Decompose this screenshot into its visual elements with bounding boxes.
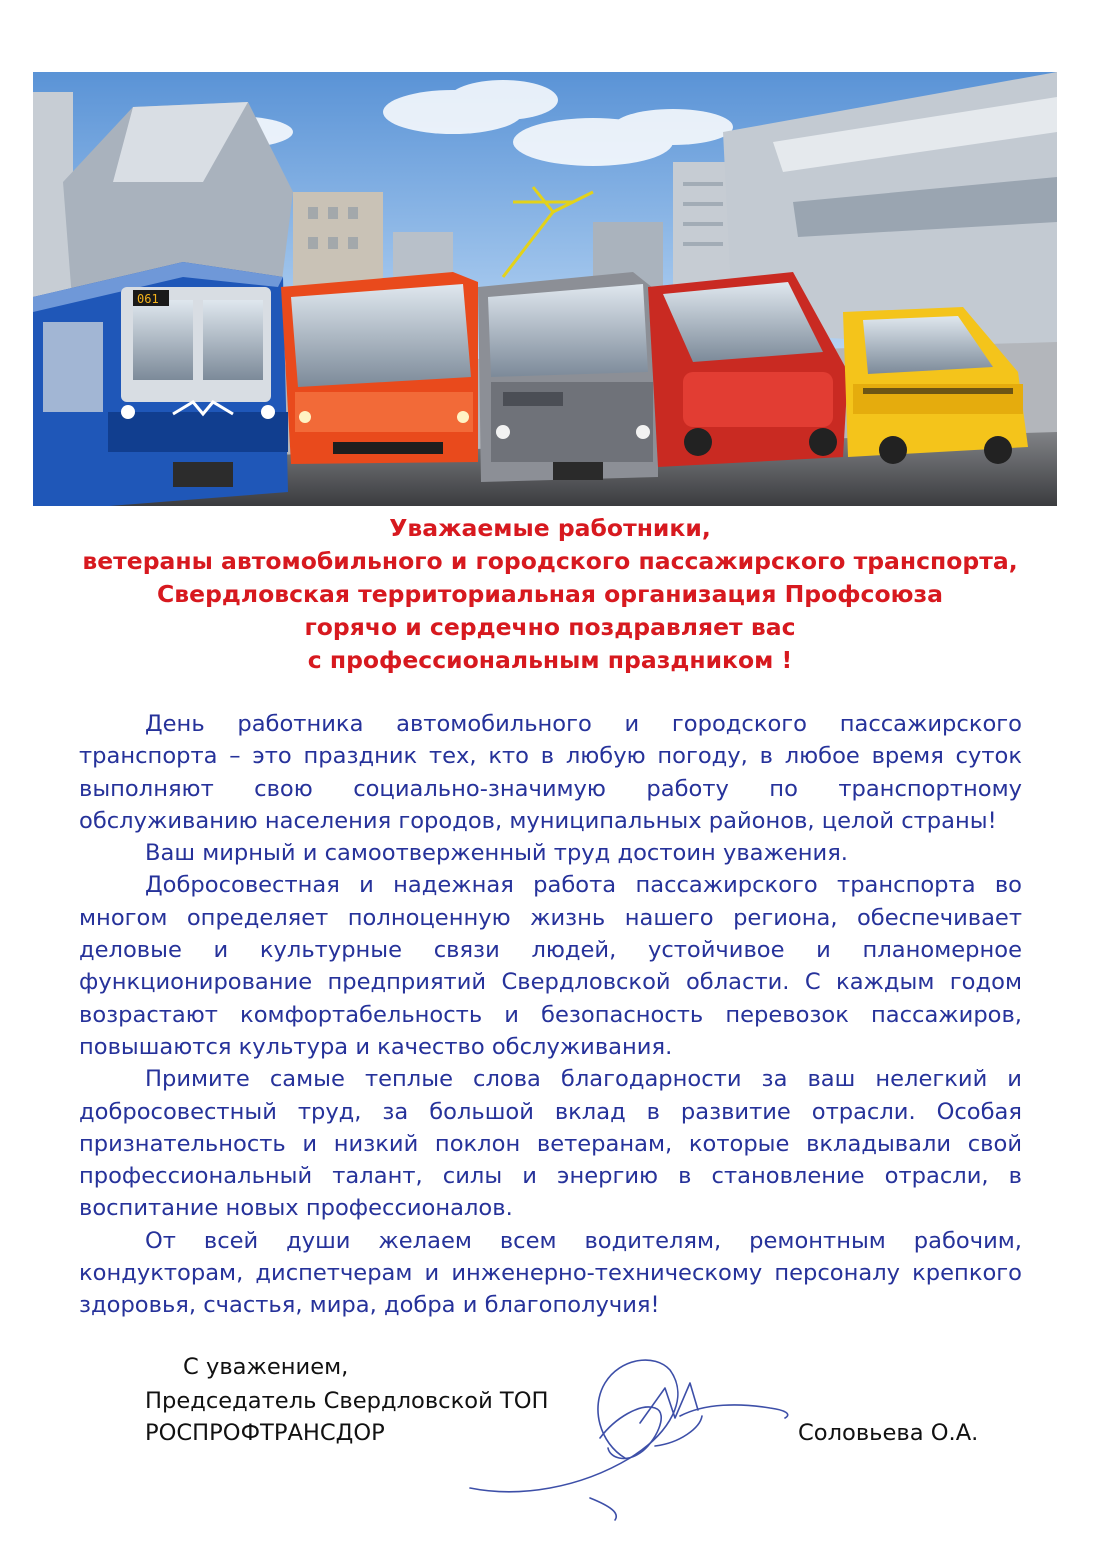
signer-name: Соловьева О.А. (798, 1420, 979, 1446)
letter-body (79, 708, 1022, 1322)
body-paragraph-4: Примите самые теплые слова благодарности за ваш нелегкий и добросовестный труд, за большой вклад в развитие отрасли. Особая признательность и низкий поклон ветеранам, которые вкладывали свой профессиональный талант, силы и энергию в становление отрасли, в воспитание новых профессионалов. (79, 1066, 1022, 1222)
body-paragraph-1: День работника автомобильного и городского пассажирского транспорта – это праздник тех, кто в любую погоду, в любое время суток выполняют свою социально-значимую работу по транспортному обслуживанию населения городов, муниципальных районов, целой страны! (79, 711, 1022, 834)
closing-phrase: С уважением, (183, 1354, 349, 1380)
handwritten-signature (440, 1348, 800, 1523)
signer-position: Председатель Свердловской ТОП (145, 1388, 549, 1414)
metro-route-label: 061 (137, 292, 159, 306)
metro-train (33, 262, 288, 506)
heading-line-1: Уважаемые работники, (389, 514, 711, 542)
organization-name: РОСПРОФТРАНСДОР (145, 1420, 385, 1446)
greeting-heading (30, 512, 1070, 677)
body-paragraph-3: Добросовестная и надежная работа пассажирского транспорта во многом определяет полноценную жизнь нашего региона, обеспечивает деловые и культурные связи людей, устойчивое и планомерное функционирование предприятий Свердловской области. С каждым годом возрастают комфортабельность и безопасность перевозок пассажиров, повышаются культура и качество обслуживания. (79, 872, 1022, 1060)
tram (478, 272, 658, 482)
heading-line-5: с профессиональным праздником ! (307, 646, 793, 674)
transport-banner-image (33, 72, 1057, 506)
heading-line-2: ветераны автомобильного и городского пассажирского транспорта, (82, 547, 1018, 575)
city-bus (281, 272, 478, 464)
body-paragraph-2: Ваш мирный и самоотверженный труд достоин уважения. (145, 840, 848, 867)
heading-line-4: горячо и сердечно поздравляет вас (304, 613, 796, 641)
body-paragraph-5: От всей души желаем всем водителям, ремонтным рабочим, кондукторам, диспетчерам и инженерно-техническому персоналу крепкого здоровья, счастья, мира, добра и благополучия! (79, 1227, 1022, 1319)
heading-line-3: Свердловская территориальная организация Профсоюза (157, 580, 943, 608)
